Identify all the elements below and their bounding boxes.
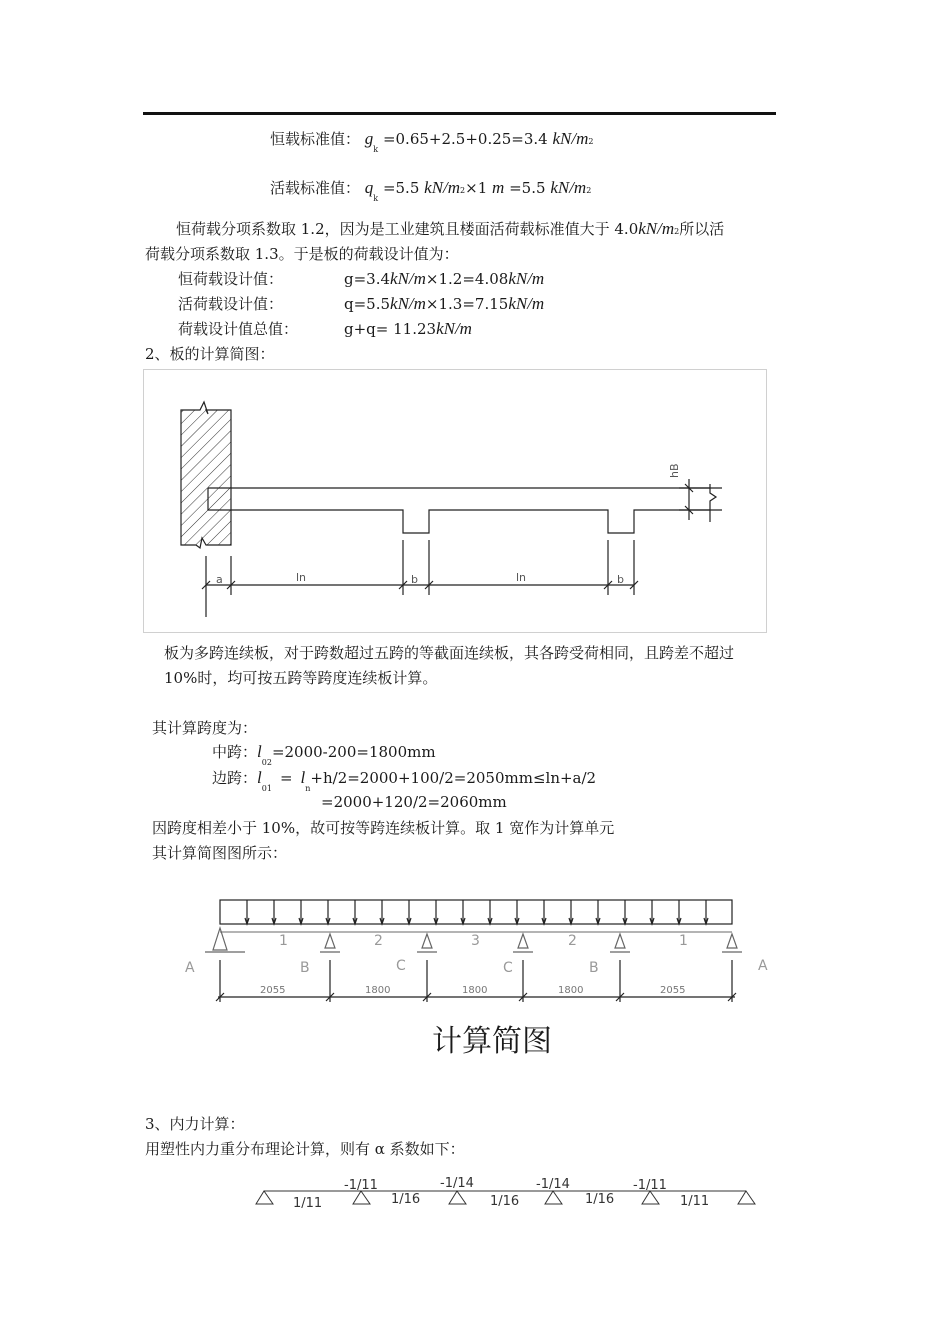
slab-outline xyxy=(208,488,710,533)
middle-span-label: 中跨： xyxy=(212,743,258,761)
edge-span-expr: +h/2=2000+100/2=2050mm≤ln+a/2 xyxy=(310,769,597,787)
gk-unit: kN/m xyxy=(552,129,589,148)
unit-exponent: 2 xyxy=(460,186,466,195)
support-label: C xyxy=(396,958,406,974)
load-ticks xyxy=(247,900,706,924)
factor-unit: kN/m xyxy=(638,219,675,238)
span-number: 2 xyxy=(374,933,383,949)
middle-span-expr: =2000-200=1800mm xyxy=(271,743,436,761)
qk-subscript: k xyxy=(373,194,379,203)
unit-exponent: 2 xyxy=(674,227,680,236)
support-label: C xyxy=(503,960,513,976)
dead-design-unit1: kN/m xyxy=(390,269,426,288)
calculation-diagram xyxy=(175,890,785,1010)
ln-subscript: n xyxy=(305,784,311,793)
support-label: A xyxy=(758,958,768,974)
qk-unit-c: kN/m xyxy=(550,178,587,197)
multispan-paragraph-line1: 板为多跨连续板，对于跨数超过五跨的等截面连续板，其各跨受荷相同，且跨差不超过 xyxy=(164,644,735,662)
live-design-a: q=5.5 xyxy=(344,295,391,313)
qk-m: m xyxy=(492,178,505,197)
span-number: 3 xyxy=(471,933,480,949)
dead-design-b: ×1.2=4.08 xyxy=(425,270,509,288)
live-load-standard xyxy=(270,177,592,203)
support-coefficient: -1/14 xyxy=(440,1176,474,1191)
dead-load-label: 恒载标准值： xyxy=(270,130,361,148)
factor-paragraph-line2: 荷载分项系数取 1.3。于是板的荷载设计值为： xyxy=(145,245,459,263)
factor-text-a: 恒荷载分项系数取 1.2，因为是工业建筑且楼面活荷载标准值大于 4.0 xyxy=(176,220,639,238)
unit-exponent: 2 xyxy=(586,186,592,195)
gk-expression: =0.65+2.5+0.25=3.4 xyxy=(382,130,548,148)
distributed-load-block xyxy=(220,900,732,924)
l01-symbol: l xyxy=(257,768,262,787)
span-conclusion: 因跨度相差小于 10%，故可按等跨连续板计算。取 1 宽作为计算单元 xyxy=(152,819,615,837)
unit-exponent: 2 xyxy=(588,137,594,146)
span-number: 1 xyxy=(679,933,688,949)
total-design-a: g+q= 11.23 xyxy=(344,320,437,338)
qk-expression-a: =5.5 xyxy=(382,179,420,197)
l02-subscript: 02 xyxy=(261,758,272,767)
dim-ln2-label: ln xyxy=(516,571,527,584)
header-rule xyxy=(143,112,776,115)
span-number: 2 xyxy=(568,933,577,949)
dead-design-label: 恒荷载设计值： xyxy=(178,270,284,288)
total-design-label: 荷载设计值总值： xyxy=(178,320,299,338)
ln-symbol: l xyxy=(300,768,306,787)
dim-b2-label: b xyxy=(617,573,624,586)
gk-symbol: g xyxy=(364,129,374,148)
edge-span-label: 边跨： xyxy=(212,769,258,787)
dead-design-a: g=3.4 xyxy=(344,270,391,288)
multispan-paragraph-line2: 10%时，均可按五跨等跨度连续板计算。 xyxy=(164,669,438,687)
l02-symbol: l xyxy=(257,742,262,761)
support-label: A xyxy=(185,960,195,976)
qk-symbol: q xyxy=(364,178,374,197)
figure-intro: 其计算简图图所示： xyxy=(152,844,288,862)
support-coefficient: -1/11 xyxy=(344,1178,378,1193)
dead-load-standard xyxy=(270,128,594,154)
total-design-unit: kN/m xyxy=(436,319,472,338)
span-dimension: 2055 xyxy=(260,985,286,996)
live-load-design xyxy=(178,293,544,314)
section-3-text: 用塑性内力重分布理论计算，则有 α 系数如下： xyxy=(145,1140,465,1158)
qk-unit-a: kN/m xyxy=(424,178,461,197)
span-dimension: 1800 xyxy=(558,985,584,996)
slab-section-figure xyxy=(143,369,767,633)
dead-load-design xyxy=(178,268,544,289)
middle-span xyxy=(212,741,436,767)
alpha-coefficient-diagram xyxy=(250,1170,770,1215)
span-coefficient: 1/16 xyxy=(585,1192,615,1207)
dim-b1-label: b xyxy=(411,573,418,586)
support-label: B xyxy=(300,960,310,976)
support-coefficient: -1/14 xyxy=(536,1177,570,1192)
span-number: 1 xyxy=(279,933,288,949)
l01-subscript: 01 xyxy=(261,784,272,793)
span-intro: 其计算跨度为： xyxy=(152,719,258,737)
dim-a-label: a xyxy=(216,573,223,586)
section-3-title: 3、内力计算： xyxy=(145,1115,245,1133)
span-dimension: 2055 xyxy=(660,985,686,996)
live-design-unit2: kN/m xyxy=(508,294,545,313)
span-dimension: 1800 xyxy=(462,985,488,996)
edge-span-expr2: =2000+120/2=2060mm xyxy=(321,793,507,811)
wall-hatched xyxy=(181,402,231,548)
span-coefficient: 1/16 xyxy=(391,1192,421,1207)
dim-hb-label: hB xyxy=(668,463,681,478)
section-2-title: 2、板的计算简图： xyxy=(145,345,275,363)
dead-design-unit2: kN/m xyxy=(508,269,545,288)
live-load-label: 活载标准值： xyxy=(270,179,361,197)
span-coefficient: 1/11 xyxy=(293,1196,323,1211)
edge-eq: = xyxy=(279,769,293,787)
live-design-label: 活荷载设计值： xyxy=(178,295,284,313)
span-coefficient: 1/11 xyxy=(680,1194,710,1209)
total-load-design xyxy=(178,318,472,339)
qk-expression-b: ×1 xyxy=(465,179,488,197)
break-line xyxy=(710,484,716,522)
diagram-caption: 计算简图 xyxy=(432,1024,552,1059)
gk-subscript: k xyxy=(373,145,379,154)
slab-section-drawing xyxy=(144,370,766,632)
span-dimension: 1800 xyxy=(365,985,391,996)
support-coefficient: -1/11 xyxy=(633,1178,667,1193)
live-design-b: ×1.3=7.15 xyxy=(425,295,509,313)
factor-text-b: 所以活 xyxy=(679,220,725,238)
support-label: B xyxy=(589,960,599,976)
live-design-unit1: kN/m xyxy=(390,294,426,313)
span-coefficient: 1/16 xyxy=(490,1194,520,1209)
qk-expression-c: =5.5 xyxy=(509,179,546,197)
edge-span xyxy=(212,767,597,793)
factor-paragraph-line1 xyxy=(176,218,724,239)
dim-ln1-label: ln xyxy=(296,571,307,584)
